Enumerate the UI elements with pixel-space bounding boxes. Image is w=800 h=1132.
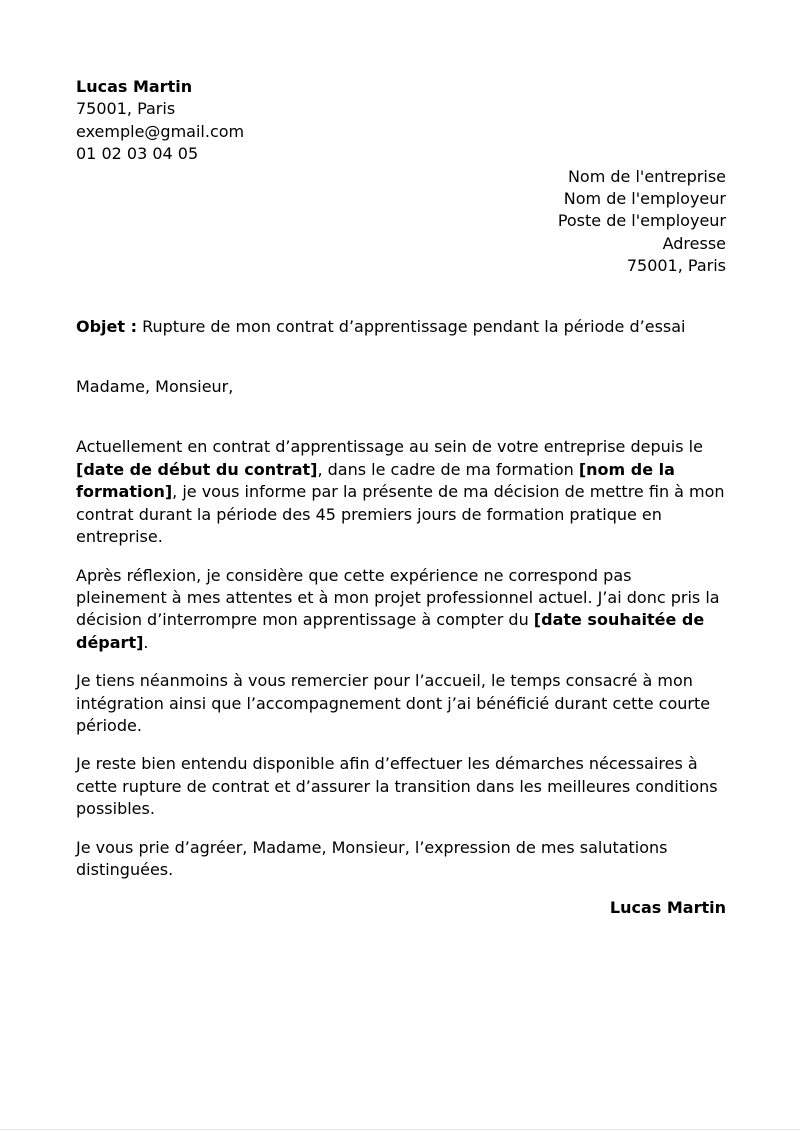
recipient-employer-name: Nom de l'employeur	[563, 189, 726, 209]
paragraph-text: Actuellement en contrat d’apprentissage au sein de votre entreprise depuis le	[76, 437, 703, 457]
letter-content	[76, 76, 726, 920]
paragraph-text: Après réflexion, je considère que cette expérience ne correspond pas pleinement à mes attentes et à mon projet professionnel actuel. J’ai donc pris la décision d’interrompre mon apprentissage à compter du	[76, 565, 720, 630]
sender-city: 75001, Paris	[76, 99, 176, 119]
paragraph-text: , dans le cadre de ma formation	[317, 459, 579, 479]
paragraph-text: .	[143, 632, 149, 652]
recipient-block	[76, 166, 726, 278]
sender-phone: 01 02 03 04 05	[76, 144, 199, 164]
sender-name: Lucas Martin	[76, 77, 193, 96]
placeholder-departure-date: [date souhaitée de départ]	[76, 610, 705, 652]
recipient-company: Nom de l'entreprise	[567, 166, 726, 186]
recipient-address: Adresse	[662, 233, 726, 253]
signature: Lucas Martin	[609, 898, 726, 918]
sender-block	[76, 76, 726, 166]
placeholder-start-date: [date de début du contrat]	[76, 459, 318, 479]
subject-line	[76, 316, 726, 338]
recipient-employer-position: Poste de l'employeur	[557, 211, 726, 231]
paragraph-text: , je vous informe par la présente de ma décision de mettre fin à mon contrat durant la période des 45 premiers jours de formation pratique en entreprise.	[76, 482, 725, 547]
body-paragraph-5: Je vous prie d’agréer, Madame, Monsieur, l’expression de mes salutations distinguées.	[76, 837, 668, 879]
body-paragraph-4: Je reste bien entendu disponible afin d’effectuer les démarches nécessaires à cette rupture de contrat et d’assurer la transition dans les meilleures conditions possibles.	[76, 754, 718, 819]
subject-label: Objet :	[76, 316, 138, 336]
body-paragraph-1	[76, 436, 726, 548]
subject-text: Rupture de mon contrat d’apprentissage pendant la période d’essai	[137, 316, 686, 336]
greeting: Madame, Monsieur,	[76, 377, 234, 397]
placeholder-training-name: [nom de la formation]	[76, 459, 675, 502]
sender-email: exemple@gmail.com	[76, 121, 245, 141]
body-paragraph-3: Je tiens néanmoins à vous remercier pour l’accueil, le temps consacré à mon intégration ainsi que l’accompagnement dont j’ai bénéficié durant cette courte période.	[76, 671, 711, 735]
body-paragraph-2	[76, 565, 726, 655]
page-bottom-divider	[0, 1129, 800, 1130]
recipient-city: 75001, Paris	[626, 256, 726, 276]
